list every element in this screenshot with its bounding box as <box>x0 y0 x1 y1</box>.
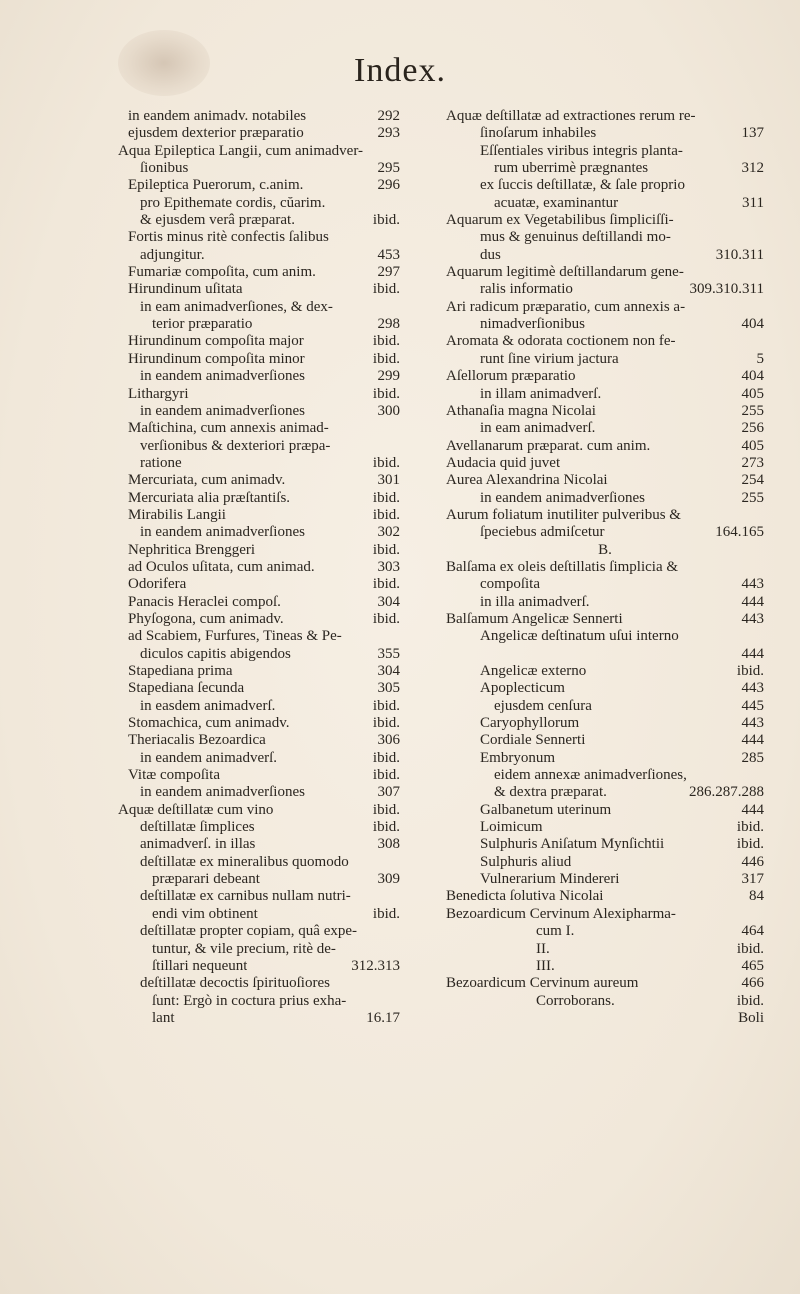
index-entry-page: 255 <box>741 489 764 506</box>
index-entry-text: Hirundinum compoſita minor <box>128 350 305 367</box>
index-entry <box>446 281 764 298</box>
index-entry-text: Vulnerarium Mindereri <box>480 871 620 888</box>
index-entry <box>118 732 400 749</box>
index-entry-text: Aquæ deſtillatæ ad extractiones rerum re- <box>446 108 696 124</box>
index-entry <box>118 819 400 836</box>
index-entry-page: 256 <box>741 420 764 437</box>
index-entry <box>446 333 764 350</box>
index-entry-text: Hirundinum uſitata <box>128 281 243 298</box>
index-entry <box>446 732 764 749</box>
index-entry <box>118 680 400 697</box>
index-entry-text: II. <box>536 940 550 957</box>
index-entry-text: in eandem animadverſiones <box>140 368 305 385</box>
index-entry <box>118 646 400 663</box>
index-entry <box>446 628 764 645</box>
index-entry-page: ibid. <box>372 281 400 298</box>
index-entry <box>118 698 400 715</box>
index-entry <box>446 871 764 888</box>
index-entry-text: Balſama ex oleis deſtillatis ſimplicia & <box>446 558 679 575</box>
index-entry <box>118 264 400 281</box>
index-entry-text: eidem annexæ animadverſiones, <box>494 767 687 784</box>
index-entry-text: ex ſuccis deſtillatæ, & ſale proprio <box>480 177 685 194</box>
index-entry <box>446 490 764 507</box>
index-entry <box>446 993 764 1010</box>
index-entry-text: in easdem animadverſ. <box>140 697 276 714</box>
index-entry-page: 445 <box>741 697 764 714</box>
index-column-right <box>446 108 764 1027</box>
index-entry <box>118 386 400 403</box>
index-entry <box>118 160 400 177</box>
index-entry-text: deſtillatæ decoctis ſpirituoſiores <box>140 975 330 992</box>
index-entry-page: ibid. <box>372 489 400 506</box>
index-entry-page: 443 <box>741 715 764 732</box>
index-entry <box>118 299 400 316</box>
index-entry-page: ibid. <box>372 333 400 350</box>
index-entry <box>118 177 400 194</box>
index-entry-page: 446 <box>741 853 764 870</box>
index-entry-page: ibid. <box>372 385 400 402</box>
index-entry <box>118 524 400 541</box>
index-entry-text: Mercuriata alia præſtantiſs. <box>128 489 291 506</box>
index-entry-page: 295 <box>377 160 400 177</box>
index-entry-text: Mirabilis Langii <box>128 506 226 523</box>
index-entry-text: B. <box>598 541 612 558</box>
index-entry <box>118 854 400 871</box>
index-entry <box>118 888 400 905</box>
index-column-left <box>118 108 400 1027</box>
index-entry <box>118 784 400 801</box>
index-entry <box>118 403 400 420</box>
index-entry-text: in eandem animadverſ. <box>140 749 278 766</box>
index-entry-text: Apoplecticum <box>480 680 565 697</box>
index-entry-page: ibid. <box>372 767 400 784</box>
index-entry-page: ibid. <box>736 940 764 957</box>
index-entry <box>446 177 764 194</box>
index-entry-text: Stapediana prima <box>128 663 233 679</box>
index-entry-text: diculos capitis abigendos <box>140 645 291 662</box>
index-entry-page: 273 <box>741 454 764 471</box>
index-entry <box>118 715 400 732</box>
index-entry <box>118 594 400 611</box>
index-entry-page: 453 <box>377 246 400 263</box>
index-entry <box>118 247 400 264</box>
index-entry-text: Theriacalis Bezoardica <box>128 732 266 749</box>
index-entry <box>118 767 400 784</box>
index-entry-page: 317 <box>741 871 764 888</box>
index-entry <box>446 108 764 125</box>
index-entry <box>446 663 764 680</box>
index-entry <box>118 472 400 489</box>
index-entry-text: ratione <box>140 454 182 471</box>
index-entry-page: 254 <box>741 472 764 489</box>
index-entry <box>446 1010 764 1027</box>
index-entry-text: verſionibus & dexteriori præpa- <box>140 437 331 454</box>
index-entry-text: præparari debeant <box>152 871 260 888</box>
index-entry-text: ſionibus <box>140 160 189 177</box>
index-entry-text: Benedicta ſolutiva Nicolai <box>446 888 604 905</box>
index-entry-text: tuntur, & vile precium, ritè de- <box>152 940 336 957</box>
index-entry-page: 84 <box>749 888 764 905</box>
index-entry-text: Boli <box>738 1009 764 1026</box>
index-entry-text: Cordiale Sennerti <box>480 732 586 749</box>
index-entry-page: 164.165 <box>715 524 764 541</box>
page-title: Index. <box>354 52 446 89</box>
index-entry-text: deſtillatæ propter copiam, quâ expe- <box>140 923 358 940</box>
index-entry-page: 16.17 <box>366 1009 400 1026</box>
index-entry-page: 444 <box>741 645 764 662</box>
index-entry-text: Eſſentiales viribus integris planta- <box>480 142 683 159</box>
index-entry <box>446 559 764 576</box>
index-entry <box>118 455 400 472</box>
index-entry-text: Angelicæ externo <box>480 663 587 679</box>
index-entry <box>446 646 764 663</box>
index-entry-text: Aſellorum præparatio <box>446 368 576 385</box>
index-entry <box>446 195 764 212</box>
index-entry-page: 285 <box>741 749 764 766</box>
index-entry <box>446 594 764 611</box>
index-entry-page: 310.311 <box>715 246 764 263</box>
index-entry-page: 404 <box>741 316 764 333</box>
index-entry-page: ibid. <box>372 541 400 558</box>
index-entry <box>118 750 400 767</box>
index-entry <box>446 680 764 697</box>
index-entry <box>446 143 764 160</box>
index-entry-page: 309 <box>377 871 400 888</box>
index-entry <box>118 941 400 958</box>
index-entry-page: 464 <box>741 923 764 940</box>
index-entry <box>446 784 764 801</box>
index-entry-text: Athanaſia magna Nicolai <box>446 402 596 419</box>
index-entry-text: in eam animadverſiones, & dex- <box>140 298 333 315</box>
index-entry-page: 292 <box>377 108 400 124</box>
index-entry-text: Aquarum ex Vegetabilibus ſimpliciſſi- <box>446 212 674 229</box>
index-entry <box>118 281 400 298</box>
index-entry-page: 301 <box>377 472 400 489</box>
index-entry-page: ibid. <box>372 454 400 471</box>
index-entry <box>118 559 400 576</box>
index-entry-page: 307 <box>377 784 400 801</box>
index-entry <box>118 802 400 819</box>
index-entry-page: ibid. <box>736 819 764 836</box>
index-entry-text: ralis informatio <box>480 281 573 298</box>
index-entry-page: ibid. <box>736 836 764 853</box>
index-entry-text: Mercuriata, cum animadv. <box>128 472 286 489</box>
index-entry-text: mus & genuinus deſtillandi mo- <box>480 229 671 246</box>
index-entry <box>118 490 400 507</box>
index-entry <box>118 836 400 853</box>
index-entry-text: Hirundinum compoſita major <box>128 333 304 350</box>
index-entry-page: 137 <box>741 125 764 142</box>
index-entry-page: 466 <box>741 975 764 992</box>
index-entry <box>118 438 400 455</box>
index-entry <box>446 455 764 472</box>
index-entry <box>446 698 764 715</box>
index-entry <box>118 871 400 888</box>
index-entry <box>118 542 400 559</box>
index-entry-page: 300 <box>377 402 400 419</box>
index-entry-text: Bezoardicum Cervinum aureum <box>446 975 639 992</box>
index-entry <box>446 888 764 905</box>
index-entry-text: in eandem animadverſiones <box>140 784 305 801</box>
index-entry-page: ibid. <box>372 576 400 593</box>
index-entry-text: Aurum foliatum inutiliter pulveribus & <box>446 506 681 523</box>
index-entry-page: 299 <box>377 368 400 385</box>
index-entry <box>118 420 400 437</box>
index-entry-text: Corroborans. <box>536 992 615 1009</box>
index-entry <box>446 923 764 940</box>
index-entry-page: ibid. <box>736 992 764 1009</box>
index-entry-text: Lithargyri <box>128 385 189 402</box>
index-entry-text: cum I. <box>536 923 575 940</box>
index-entry <box>118 663 400 680</box>
index-entry <box>446 941 764 958</box>
index-entry-page: 304 <box>377 663 400 679</box>
index-entry <box>118 958 400 975</box>
index-entry-text: & dextra præparat. <box>494 784 607 801</box>
index-entry-text: Sulphuris Aniſatum Mynſichtii <box>480 836 665 853</box>
index-entry-text: Avellanarum præparat. cum anim. <box>446 437 651 454</box>
index-entry <box>446 247 764 264</box>
index-entry-page: 444 <box>741 593 764 610</box>
index-entry <box>446 507 764 524</box>
index-entry-page: ibid. <box>372 350 400 367</box>
index-entry <box>446 975 764 992</box>
index-entry-text: ſunt: Ergò in coctura prius exha- <box>152 992 347 1009</box>
index-entry <box>118 316 400 333</box>
index-entry-text: Nephritica Brenggeri <box>128 541 256 558</box>
index-entry <box>446 438 764 455</box>
index-entry <box>446 715 764 732</box>
index-entry-page: 465 <box>741 957 764 974</box>
index-entry-text: in eandem animadverſiones <box>140 524 305 541</box>
index-entry-page: 405 <box>741 437 764 454</box>
index-entry-text: in eandem animadverſiones <box>140 402 305 419</box>
index-entry <box>446 819 764 836</box>
index-entry-page: 405 <box>741 385 764 402</box>
index-entry-text: deſtillatæ ex mineralibus quomodo <box>140 853 349 870</box>
index-entry-page: ibid. <box>372 610 400 627</box>
index-entry-page: 312.313 <box>351 957 400 974</box>
index-entry-page: 296 <box>377 177 400 194</box>
index-entry <box>446 542 764 559</box>
index-entry-text: Maſtichina, cum annexis animad- <box>128 420 329 437</box>
index-entry-text: Aromata & odorata coctionem non fe- <box>446 333 676 350</box>
index-entry-page: ibid. <box>372 212 400 229</box>
index-entry-text: Loimicum <box>480 819 543 836</box>
index-entry <box>446 420 764 437</box>
index-entry-text: Fumariæ compoſita, cum anim. <box>128 264 316 281</box>
index-entry-text: adjungitur. <box>140 246 205 263</box>
index-entry-text: rum uberrimè prægnantes <box>494 160 649 177</box>
index-entry-text: terior præparatio <box>152 316 253 333</box>
index-entry <box>446 472 764 489</box>
index-entry <box>118 143 400 160</box>
index-entry <box>118 611 400 628</box>
index-entry-text: ſtillari nequeunt <box>152 957 248 974</box>
index-entry-text: Aurea Alexandrina Nicolai <box>446 472 608 489</box>
index-entry <box>446 524 764 541</box>
index-entry-text: in illa animadverſ. <box>480 593 590 610</box>
index-entry-text: lant <box>152 1009 175 1026</box>
index-entry-page: 286.287.288 <box>689 784 764 801</box>
index-entry-page: 355 <box>377 645 400 662</box>
index-entry-text: Aquæ deſtillatæ cum vino <box>118 801 274 818</box>
index-entry-text: Caryophyllorum <box>480 715 580 732</box>
index-entry-text: Sulphuris aliud <box>480 853 572 870</box>
index-entry <box>446 836 764 853</box>
index-entry <box>118 212 400 229</box>
index-entry-text: animadverſ. in illas <box>140 836 256 853</box>
index-entry <box>446 854 764 871</box>
index-entry <box>118 125 400 142</box>
index-entry-text: acuatæ, examinantur <box>494 194 619 211</box>
index-entry <box>118 195 400 212</box>
index-entry-text: ad Scabiem, Furfures, Tineas & Pe- <box>128 628 342 645</box>
index-entry <box>446 316 764 333</box>
index-entry <box>446 160 764 177</box>
index-entry-page: ibid. <box>372 801 400 818</box>
index-entry-text: Balſamum Angelicæ Sennerti <box>446 610 623 627</box>
index-entry-text: Aqua Epileptica Langii, cum animadver- <box>118 142 364 159</box>
index-entry-page: ibid. <box>736 663 764 679</box>
index-entry <box>446 906 764 923</box>
index-entry-page: ibid. <box>372 819 400 836</box>
index-entry <box>446 767 764 784</box>
index-entry-text: Phyſogona, cum animadv. <box>128 610 284 627</box>
index-entry <box>118 351 400 368</box>
index-entry <box>118 229 400 246</box>
index-entry-text: pro Epithemate cordis, cŭarim. <box>140 194 326 211</box>
index-entry-text: in eandem animadv. notabiles <box>128 108 307 124</box>
index-entry-text: & ejusdem verâ præparat. <box>140 212 295 229</box>
index-entry-text: endi vim obtinent <box>152 905 258 922</box>
index-entry-page: 443 <box>741 576 764 593</box>
index-entry-page: 293 <box>377 125 400 142</box>
index-entry <box>118 368 400 385</box>
index-entry <box>446 958 764 975</box>
index-entry-page: 444 <box>741 732 764 749</box>
index-entry-page: 297 <box>377 264 400 281</box>
index-entry-text: deſtillatæ ex carnibus nullam nutri- <box>140 888 351 905</box>
index-entry-page: 404 <box>741 368 764 385</box>
index-entry-page: ibid. <box>372 506 400 523</box>
index-entry-text: Galbanetum uterinum <box>480 801 612 818</box>
index-entry-page: 305 <box>377 680 400 697</box>
index-entry-text: compoſita <box>480 576 540 593</box>
index-entry-page: 298 <box>377 316 400 333</box>
index-entry-text: Stomachica, cum animadv. <box>128 715 290 732</box>
index-entry-page: ibid. <box>372 697 400 714</box>
index-entry <box>118 628 400 645</box>
index-entry <box>446 264 764 281</box>
index-entry <box>118 507 400 524</box>
index-entry-page: 443 <box>741 680 764 697</box>
index-entry-text: ad Oculos uſitata, cum animad. <box>128 558 315 575</box>
index-entry <box>446 403 764 420</box>
index-entry <box>118 906 400 923</box>
index-entry-text: Odorifera <box>128 576 187 593</box>
index-entry-page: 309.310.311 <box>689 281 764 298</box>
index-entry <box>118 333 400 350</box>
index-entry <box>446 125 764 142</box>
index-entry-text: Panacis Heraclei compoſ. <box>128 593 281 610</box>
index-entry-page: 308 <box>377 836 400 853</box>
index-entry-page: 306 <box>377 732 400 749</box>
index-entry-text: ſpeciebus admiſcetur <box>480 524 605 541</box>
index-entry <box>446 750 764 767</box>
index-entry-page: 303 <box>377 558 400 575</box>
index-entry <box>446 386 764 403</box>
index-entry-page: ibid. <box>372 715 400 732</box>
index-entry-page: ibid. <box>372 749 400 766</box>
index-entry-text: Embryonum <box>480 749 555 766</box>
index-entry <box>118 993 400 1010</box>
index-entry-text: Bezoardicum Cervinum Alexipharma- <box>446 905 676 922</box>
index-entry-text: ejusdem dexterior præparatio <box>128 125 304 142</box>
index-entry-page: 312 <box>741 160 764 177</box>
index-entry-page: 304 <box>377 593 400 610</box>
index-entry <box>118 108 400 125</box>
index-entry <box>446 611 764 628</box>
index-entry-text: III. <box>536 957 555 974</box>
index-entry-page: 311 <box>742 194 764 211</box>
index-entry <box>118 576 400 593</box>
index-entry-page: 5 <box>756 350 764 367</box>
index-entry <box>118 1010 400 1027</box>
index-entry-page: 443 <box>741 610 764 627</box>
index-entry-text: Vitæ compoſita <box>128 767 221 784</box>
index-entry <box>446 802 764 819</box>
index-entry <box>446 212 764 229</box>
index-entry-text: ſinoſarum inhabiles <box>480 125 597 142</box>
index-entry <box>118 923 400 940</box>
index-entry-text: ejusdem cenſura <box>494 697 592 714</box>
index-entry-text: Epileptica Puerorum, c.anim. <box>128 177 304 194</box>
index-entry-text: deſtillatæ ſimplices <box>140 819 255 836</box>
index-entry-text: runt ſine virium jactura <box>480 350 619 367</box>
index-entry-page: 444 <box>741 801 764 818</box>
index-entry-page: 255 <box>741 402 764 419</box>
index-entry-text: Fortis minus ritè confectis ſalibus <box>128 229 329 246</box>
index-entry-text: Audacia quid juvet <box>446 454 561 471</box>
index-entry-text: Ari radicum præparatio, cum annexis a- <box>446 298 686 315</box>
index-entry-page: 302 <box>377 524 400 541</box>
index-entry <box>446 229 764 246</box>
index-entry-text: Aquarum legitimè deſtillandarum gene- <box>446 264 684 281</box>
index-entry-text: nimadverſionibus <box>480 316 585 333</box>
index-entry-text: Angelicæ deſtinatum uſui interno <box>480 628 679 645</box>
index-entry <box>118 975 400 992</box>
index-entry <box>446 576 764 593</box>
index-entry-text: in eandem animadverſiones <box>480 489 645 506</box>
index-entry <box>446 351 764 368</box>
index-entry-text: dus <box>480 246 501 263</box>
index-entry-text: in eam animadverſ. <box>480 420 596 437</box>
index-entry-page: ibid. <box>372 905 400 922</box>
index-entry <box>446 299 764 316</box>
index-entry-text: Stapediana ſecunda <box>128 680 245 697</box>
index-entry-text: in illam animadverſ. <box>480 385 602 402</box>
index-entry <box>446 368 764 385</box>
